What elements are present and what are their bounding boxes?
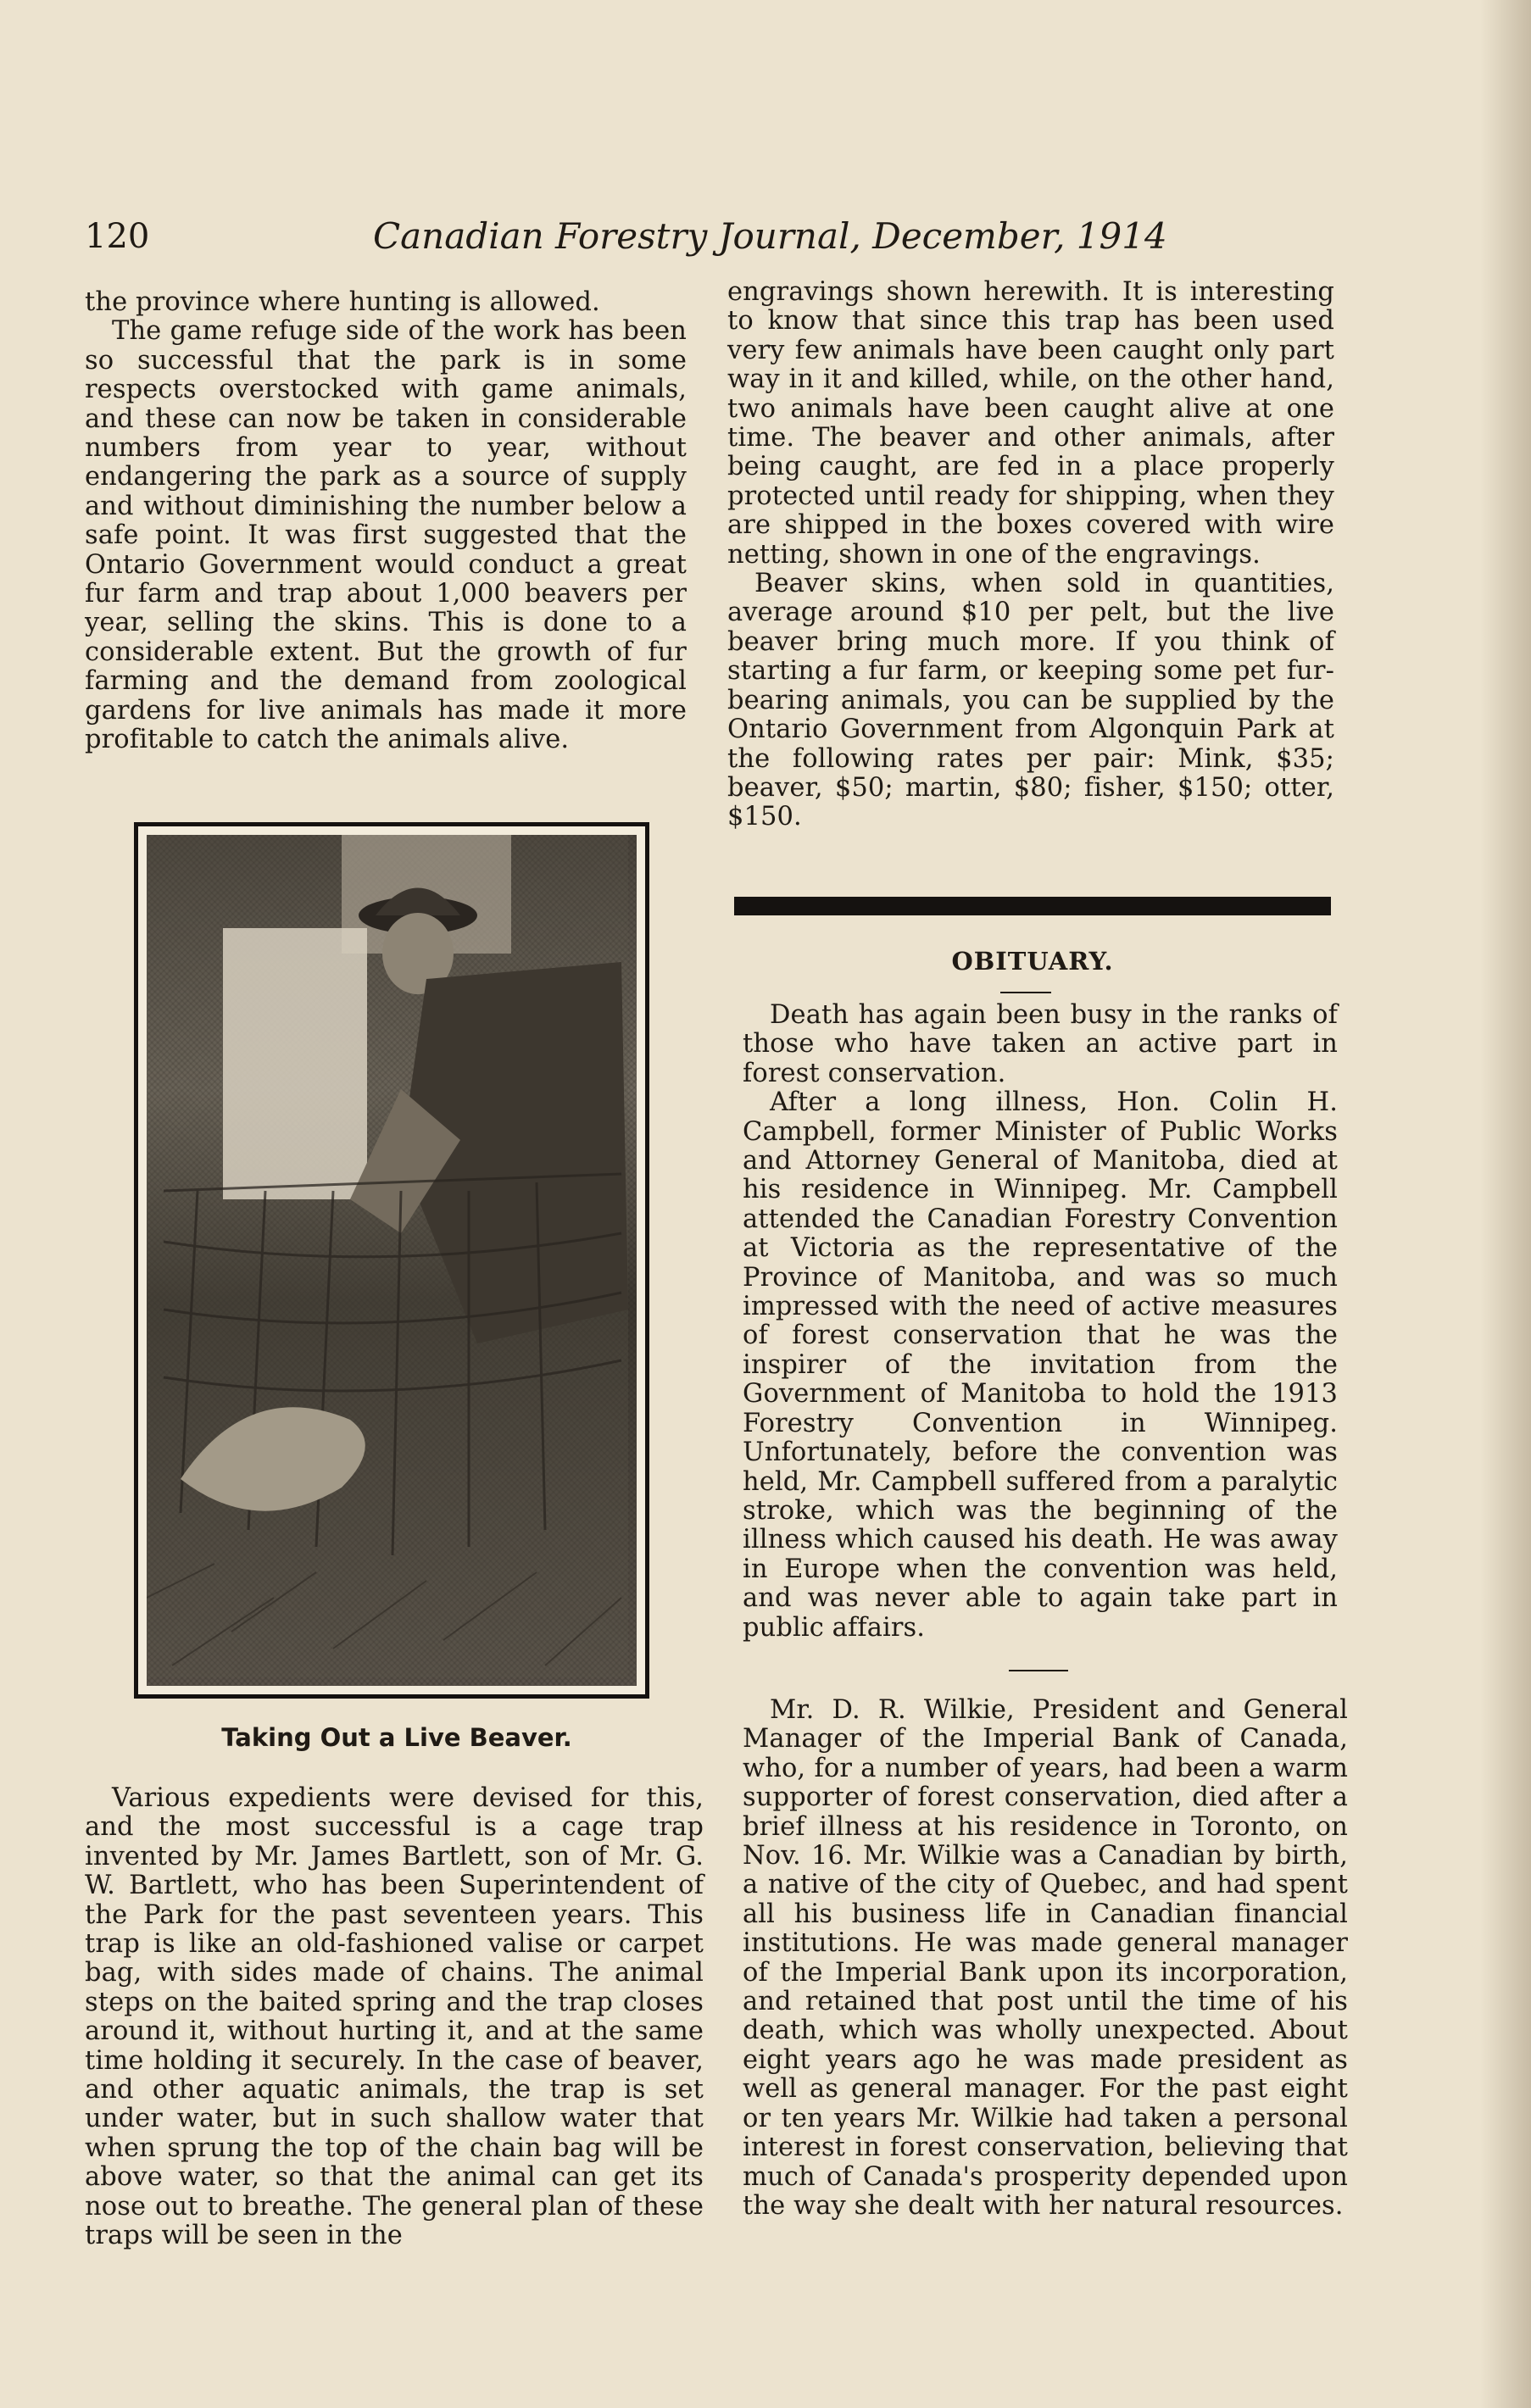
page-header bbox=[85, 214, 1339, 264]
paragraph: Various expedients were devised for this, and the most successful is a cage trap invented by Mr. James Bartlett, son of Mr. G. W. Bartlett, who has been Superintendent of the Park for the past seventeen years. This trap is like an old-fashioned valise or carpet bag, with sides made of chains. The animal steps on the baited spring and the trap closes around it, without hurting it, and at the same time holding it securely. In the case of beaver, and other aquatic animals, the trap is set under water, but in such shallow water that when sprung the top of the chain bag will be above water, so that the animal can get its nose out to breathe. The general plan of these traps will be seen in the bbox=[85, 1783, 704, 2251]
section-divider-bar bbox=[734, 897, 1331, 915]
right-column-top bbox=[727, 278, 1334, 832]
paragraph: After a long illness, Hon. Colin H. Campbell, former Minister of Public Works and Attorney General of Manitoba, died at his residence in Winnipeg. Mr. Campbell attended the Canadian Forestry Convention at Victoria as the representative of the Province of Manitoba, and was so much impressed with the need of active measures of forest conservation that he was the inspirer of the invitation from the Government of Manitoba to hold the 1913 Forestry Convention in Winnipeg. Unfortunately, before the convention was held, Mr. Campbell suffered from a paralytic stroke, which was the beginning of the illness which caused his death. He was away in Europe when the convention was held, and was never able to again take part in public affairs. bbox=[743, 1087, 1338, 1643]
left-column-bottom bbox=[85, 1784, 704, 2251]
paragraph: the province where hunting is allowed. bbox=[85, 287, 600, 317]
obituary-section-1 bbox=[743, 1001, 1338, 1643]
left-column-top bbox=[85, 288, 687, 755]
page-edge-shadow bbox=[1480, 0, 1531, 2408]
heading-rule bbox=[1000, 992, 1051, 993]
obituary-separator-rule bbox=[1009, 1670, 1068, 1671]
photo-illustration bbox=[147, 835, 628, 1677]
paragraph: Mr. D. R. Wilkie, President and General Manager of the Imperial Bank of Canada, who, for a number of years, had been a warm supporter of forest conservation, died after a brief illness at his residence in Toronto, on Nov. 16. Mr. Wilkie was a Canadian by birth, a native of the city of Quebec, and had spent all his business life in Canadian financial institutions. He was made general manager of the Imperial Bank upon its incorporation, and retained that post until the time of his death, which was wholly unexpected. About eight years ago he was made president as well as general manager. For the past eight or ten years Mr. Wilkie had taken a personal interest in forest conservation, believing that much of Canada's prosperity depended upon the way she dealt with her natural resources. bbox=[743, 1695, 1348, 2221]
paragraph: The game refuge side of the work has been so successful that the park is in some respects overstocked with game animals, and these can now be taken in considerable numbers from year to year, without endangering the park as a source of supply and without diminishing the number below a safe point. It was first suggested that the Ontario Government would conduct a great fur farm and trap about 1,000 beavers per year, selling the skins. This is done to a considerable extent. But the growth of fur farming and the demand from zoological gardens for live animals has made it more profitable to catch the animals alive. bbox=[85, 316, 687, 755]
page-number: 120 bbox=[85, 217, 150, 256]
paragraph: Beaver skins, when sold in quantities, average around $10 per pelt, but the live beaver bring much more. If you think of starting a fur farm, or keeping some pet fur-bearing animals, you can be supplied by the Ontario Government from Algonquin Park at the following rates per pair: Mink, $35; beaver, $50; martin, $80; fisher, $150; otter, $150. bbox=[727, 569, 1334, 832]
beaver-photo bbox=[134, 822, 649, 1699]
journal-title: Canadian Forestry Journal, December, 1914 bbox=[373, 215, 1167, 257]
photo-caption: Taking Out a Live Beaver. bbox=[221, 1723, 572, 1752]
paragraph: Death has again been busy in the ranks of those who have taken an active part in forest conservation. bbox=[743, 1000, 1338, 1088]
paragraph: engravings shown herewith. It is interesting to know that since this trap has been used very few animals have been caught only part way in it and killed, while, on the other hand, two animals have been caught alive at one time. The beaver and other animals, after being caught, are fed in a place properly protected until ready for shipping, when they are shipped in the boxes covered with wire netting, shown in one of the engravings. bbox=[727, 277, 1334, 570]
obituary-section-2 bbox=[743, 1696, 1348, 2221]
photo-image bbox=[147, 835, 637, 1686]
obituary-heading: OBITUARY. bbox=[951, 947, 1114, 976]
